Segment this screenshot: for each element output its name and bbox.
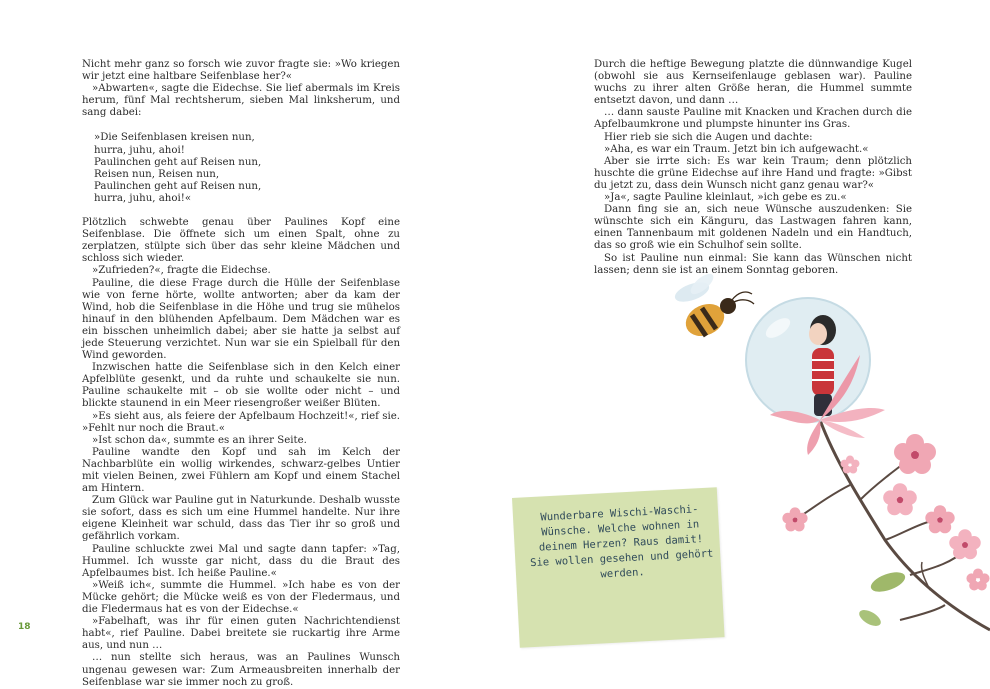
paragraph: »Fabelhaft, was ihr für einen guten Nachrichtendienst habt«, rief Pauline. Dabei breitete sie ruckartig ihre Arme aus, und nun …: [82, 616, 400, 652]
paragraph: Pauline, die diese Frage durch die Hülle der Seifenblase wie von ferne hörte, wollte antworten; aber da kam der Wind, hob die Seifenblase in die Höhe und trug sie mühelos hinauf in den blühenden Apfelbaum. Dem Mädchen war es ein bisschen unheimlich dabei; aber sie hatte ja selbst auf jede Steuerung verzichtet. Nun war sie ein Spielball für den Wind geworden.: [82, 277, 400, 362]
paragraph: So ist Pauline nun einmal: Sie kann das Wünschen nicht lassen; denn sie ist an einem Sonntag geboren.: [594, 252, 912, 276]
paragraph: Aber sie irrte sich: Es war kein Traum; denn plötzlich huschte die grüne Eidechse auf ihre Hand und fragte: »Gibst du jetzt zu, dass dein Wunsch nicht ganz genau war?«: [594, 155, 912, 191]
paragraph: Durch die heftige Bewegung platzte die dünnwandige Kugel (obwohl sie aus Kernseifenlauge geblasen war). Pauline wuchs zu ihrer alten Größe heran, die Hummel summte entsetzt davon, und dann …: [594, 59, 912, 107]
paragraph: »Ja«, sagte Pauline kleinlaut, »ich gebe es zu.«: [604, 192, 847, 204]
left-page-text: [82, 59, 400, 689]
page-number: 18: [18, 622, 31, 632]
paragraph: »Ist schon da«, summte es an ihrer Seite.: [92, 434, 307, 446]
paragraph: Dann fing sie an, sich neue Wünsche auszudenken: Sie wünschte sich ein Känguru, das Lastwagen fahren kann, einen Tannenbaum mit goldenen Nadeln und ein Handtuch, das so groß wie ein Schulhof sein sollte.: [594, 204, 912, 252]
blossom-icon: [782, 434, 989, 590]
song-verse: [94, 132, 400, 205]
paragraph: »Aha, es war ein Traum. Jetzt bin ich aufgewacht.«: [604, 143, 869, 155]
paragraph: »Weiß ich«, summte die Hummel. »Ich habe es von der Mücke gehört; die Mücke weiß es von der Fledermaus, und die Fledermaus hat es von der Eidechse.«: [82, 579, 400, 616]
verse-line: hurra, juhu, ahoi!: [94, 144, 185, 156]
left-page: [0, 0, 495, 688]
paragraph: Nicht mehr ganz so forsch wie zuvor fragte sie: »Wo kriegen wir jetzt eine haltbare Seifenblase her?«: [82, 59, 400, 83]
paragraph: Hier rieb sie sich die Augen und dachte:: [604, 131, 813, 143]
paragraph: … dann sauste Pauline mit Knacken und Krachen durch die Apfelbaumkrone und plumpste hinunter ins Gras.: [594, 107, 912, 131]
paragraph: Plötzlich schwebte genau über Paulines Kopf eine Seifenblase. Die öffnete sich um einen Spalt, ohne zu zerplatzen, stülpte sich über das sehr kleine Mädchen und schloss sich wieder.: [82, 217, 400, 265]
verse-line: Paulinchen geht auf Reisen nun,: [94, 180, 262, 192]
verse-line: Reisen nun, Reisen nun,: [94, 168, 220, 180]
note-card: [512, 487, 725, 648]
paragraph: Pauline schluckte zwei Mal und sagte dann tapfer: »Tag, Hummel. Ich wusste gar nicht, dass du die Braut des Apfelbaumes bist. Ich heiße Pauline.«: [82, 543, 400, 579]
note-text: Wunderbare Wischi-Waschi-Wünsche. Welche wohnen in deinem Herzen? Raus damit! Sie wollen gesehen und gehört werden.: [529, 503, 714, 581]
verse-line: »Die Seifenblasen kreisen nun,: [94, 132, 255, 144]
paragraph: Zum Glück war Pauline gut in Naturkunde. Deshalb wusste sie sofort, dass es sich um eine Hummel handelte. Nur ihre eigene Kleinheit war schuld, dass das Tier ihr so groß und gefährlich vorkam.: [82, 495, 400, 543]
right-page-text: [594, 59, 912, 277]
paragraph: »Zufrieden?«, fragte die Eidechse.: [92, 265, 271, 277]
blossom-branch: [795, 420, 990, 630]
bee-icon: [672, 270, 754, 342]
paragraph: »Es sieht aus, als feiere der Apfelbaum Hochzeit!«, rief sie. »Fehlt nur noch die Braut.«: [82, 410, 400, 434]
verse-line: hurra, juhu, ahoi!«: [94, 192, 192, 204]
paragraph: »Abwarten«, sagte die Eidechse. Sie lief abermals im Kreis herum, fünf Mal rechtsherum, sieben Mal linksherum, und sang dabei:: [82, 83, 400, 119]
paragraph: Pauline wandte den Kopf und sah im Kelch der Nachbarblüte ein wollig wirkendes, schwarz-gelbes Untier mit vielen Beinen, zwei Fühlern am Kopf und einem Stachel am Hintern.: [82, 446, 400, 495]
paragraph: … nun stellte sich heraus, was an Paulines Wunsch ungenau gewesen war: Zum Armeausbreiten innerhalb der Seifenblase war sie immer noch zu groß.: [82, 652, 400, 688]
soap-bubble: [746, 298, 870, 422]
verse-line: Paulinchen geht auf Reisen nun,: [94, 156, 262, 168]
paragraph: Inzwischen hatte die Seifenblase sich in den Kelch einer Apfelblüte gesenkt, und da ruhte und schaukelte sie nun. Pauline schaukelte mit – ob sie wollte oder nicht – und blickte staunend in ein Meer riesengroßer weißer Blüten.: [82, 362, 400, 410]
leaf-icon: [857, 568, 908, 629]
